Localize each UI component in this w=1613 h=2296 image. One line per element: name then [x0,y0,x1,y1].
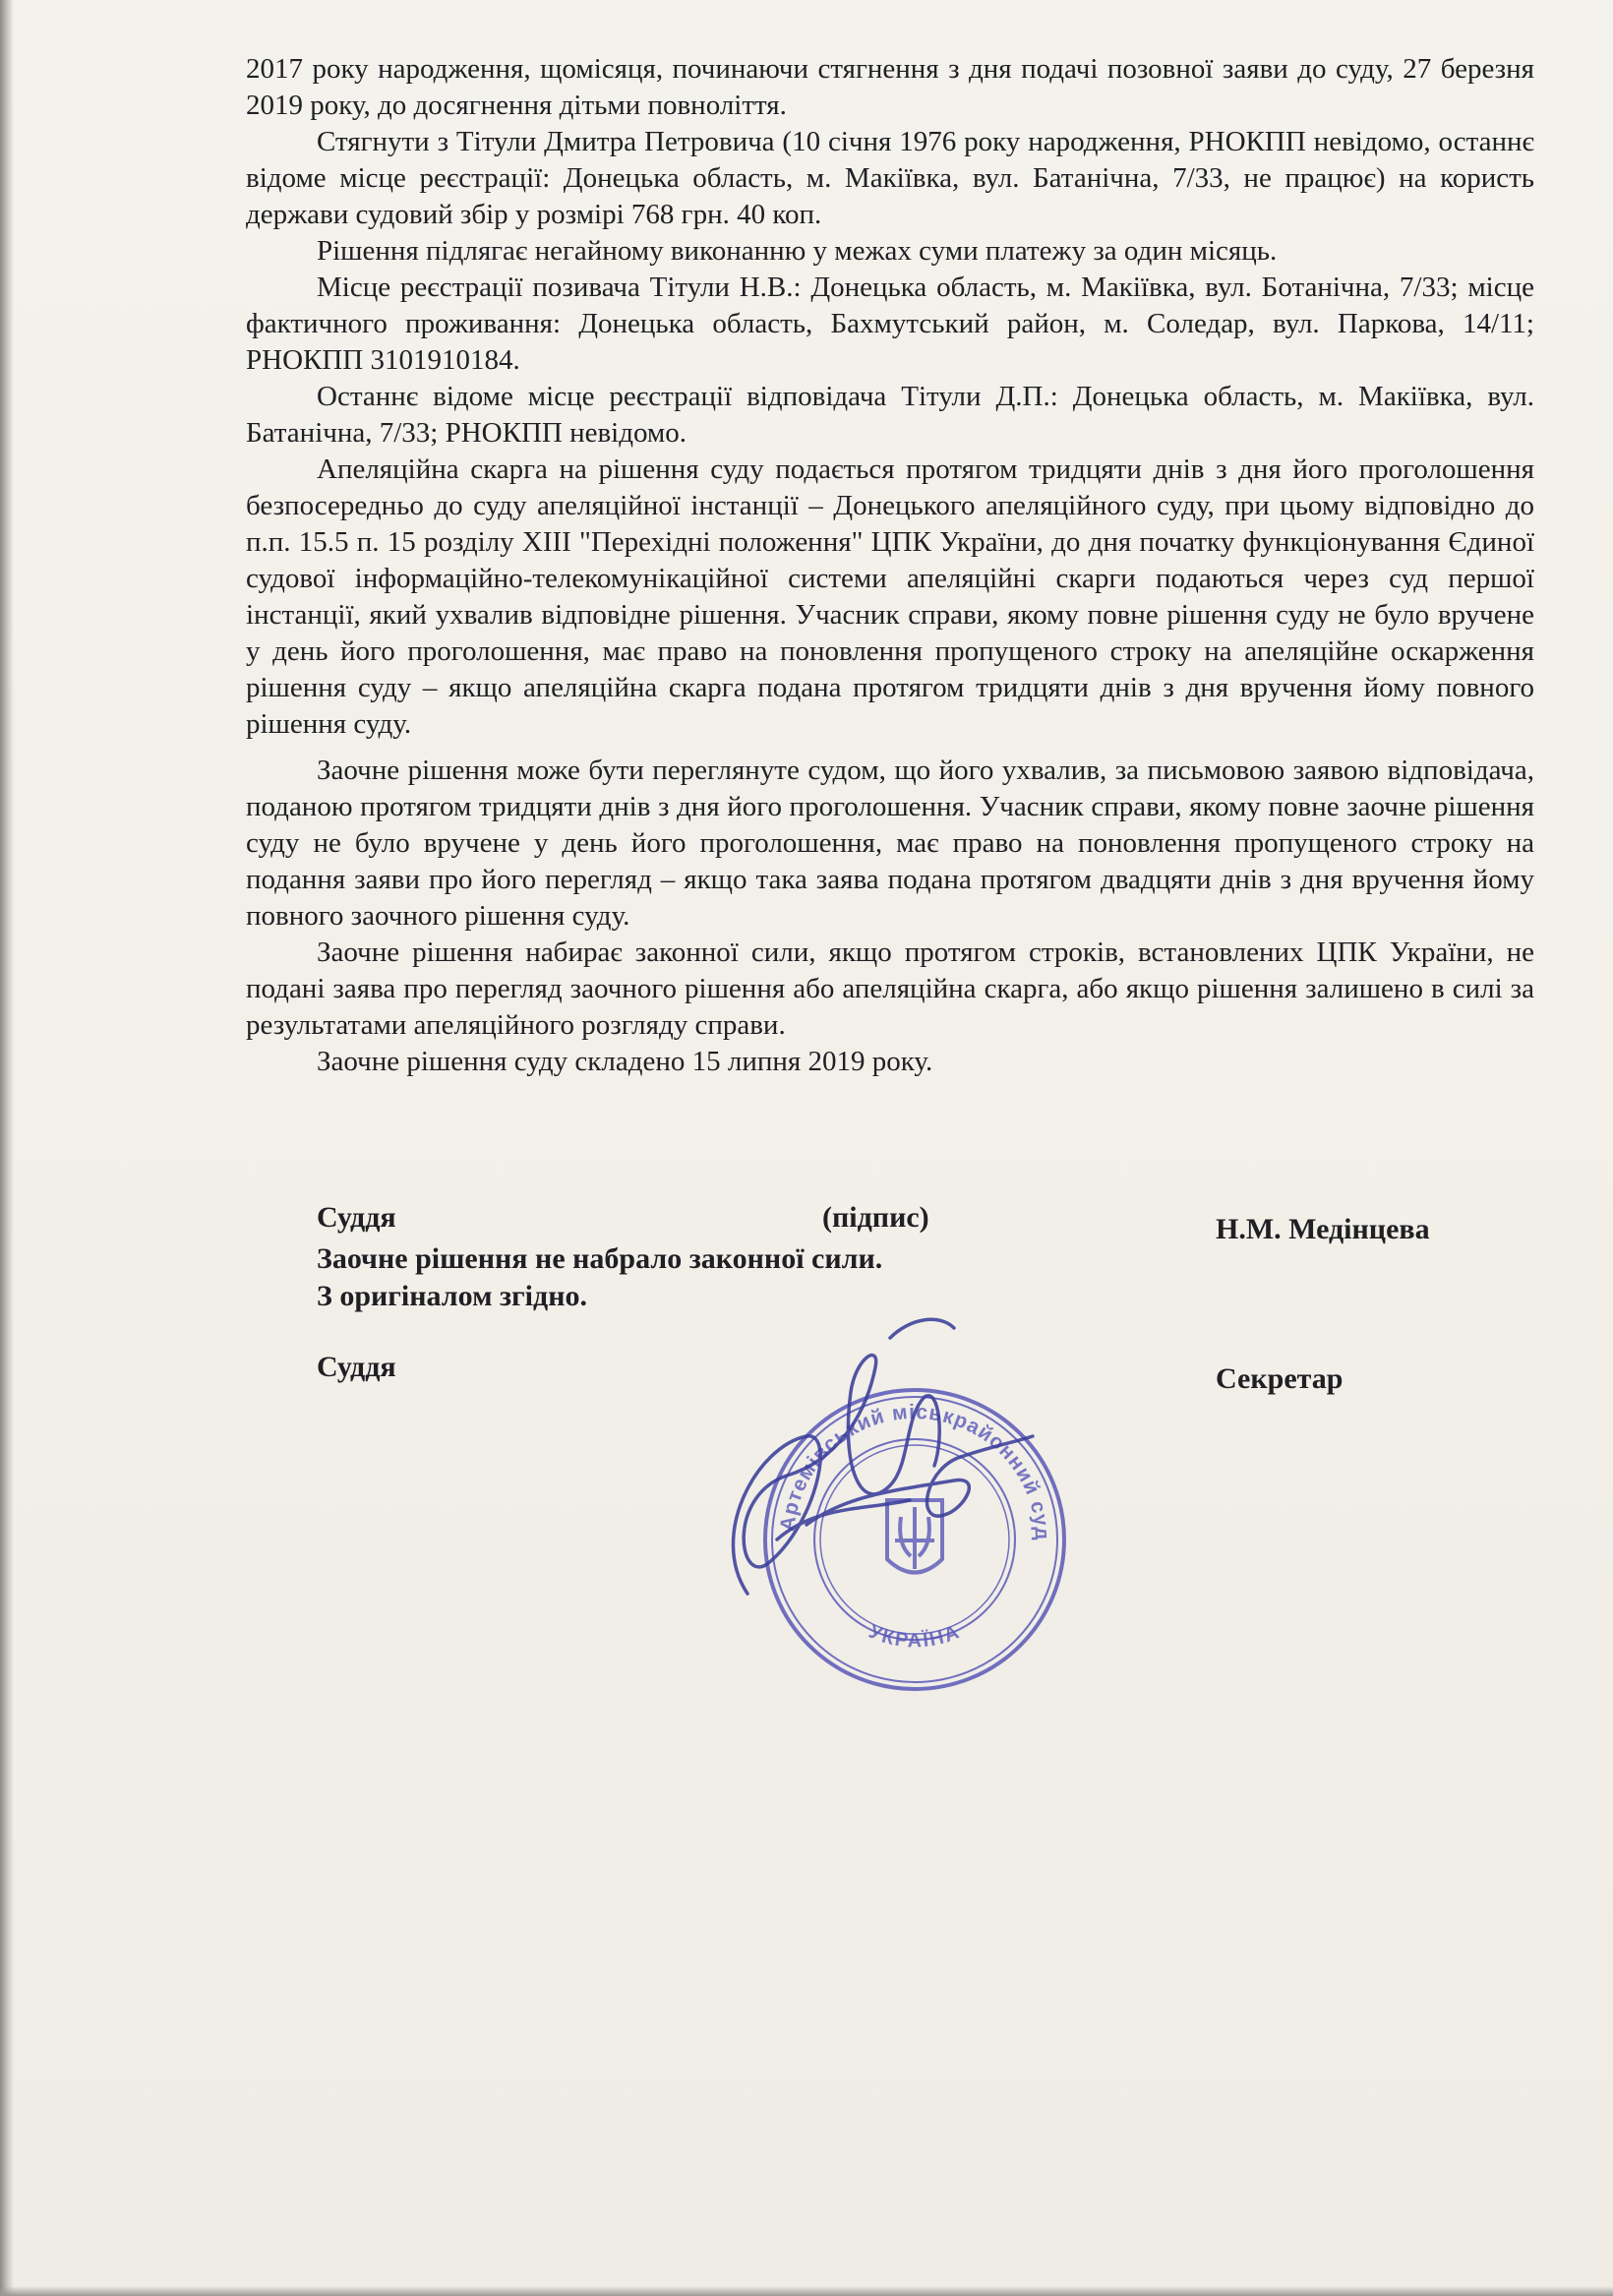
stamp-country: УКРАЇНА [866,1620,964,1653]
not-in-force-note: Заочне рішення не набрало законної сили. [317,1242,883,1275]
paragraph-appeal: Апеляційна скарга на рішення суду подається протягом тридцяти днів з дня його проголошення безпосередньо до суду апеляційної інстанції – Донецького апеляційного суду, при цьому відповідно до п.п. 15.5 п. 15 розділу XIII "Перехідні положення" ЦПК України, до дня початку функціонування Єдиної судової інформаційно-телекомунікаційної системи апеляційні скарги подаються через суд першої інстанції, який ухвалив відповідне рішення. Учасник справи, якому повне рішення суду не було вручене у день його проголошення, має право на поновлення пропущеного строку на апеляційне оскарження рішення суду – якщо апеляційна скарга подана протягом тридцяти днів з дня вручення йому повного рішення суду. [246,453,1534,740]
paragraph-continuation: 2017 року народження, щомісяця, починаючи стягнення з дня подачі позовної заяви до суду, 27 березня 2019 року, до досягнення дітьми повноліття. [246,53,1534,121]
court-seal-stamp [660,1281,1141,1712]
paragraph-review: Заочне рішення може бути переглянуте судом, що його ухвалив, за письмовою заявою відповідача, поданою протягом тридцяти днів з дня його проголошення. Учасник справи, якому повне заочне рішення суду не було вручене у день його проголошення, має право на поновлення пропущеного строку на подання заяви про його перегляд – якщо така заява подана протягом двадцяти днів з дня вручення йому повного заочного рішення суду. [246,755,1534,932]
handwritten-signature [733,1319,1033,1594]
judge-label: Суддя [317,1201,396,1234]
scan-bottom-edge [0,2286,1613,2296]
paragraph-legal-force: Заочне рішення набирає законної сили, якщо протягом строків, встановлених ЦПК України, не подані заява про перегляд заочного рішення або апеляційна скарга, або якщо рішення залишено в силі за результатами апеляційного розгляду справи. [246,937,1534,1041]
paragraph-plaintiff-address: Місце реєстрації позивача Тітули Н.В.: Донецька область, м. Макіївка, вул. Ботанічна, 7/33; місце фактичного проживання: Донецька область, Бахмутський район, м. Соледар, вул. Паркова, 14/11; РНОКПП 3101910184. [246,272,1534,376]
stamp-outer-text: Артемівський міськрайонний суд Донецької області [660,1281,1054,1541]
paragraph-immediate-execution: Рішення підлягає негайному виконанню у межах суми платежу за один місяць. [317,235,1278,267]
secretary-label: Секретар [1216,1362,1344,1395]
judge-label-2: Суддя [317,1351,396,1383]
paragraph-defendant-address: Останнє відоме місце реєстрації відповідача Тітули Д.П.: Донецька область, м. Макіївка, вул. Батанічна, 7/33; РНОКПП невідомо. [246,381,1534,449]
document-body [246,51,1534,1080]
svg-text:УКРАЇНА [866,1621,964,1653]
judge-name: Н.М. Медінцева [1216,1213,1430,1245]
trident-emblem-icon [887,1500,942,1573]
copy-certified-note: З оригіналом згідно. [317,1280,587,1312]
paragraph-date-composed: Заочне рішення суду складено 15 липня 2019 року. [317,1046,933,1077]
paragraph-court-fee: Стягнути з Тітули Дмитра Петровича (10 січня 1976 року народження, РНОКПП невідомо, останнє відоме місце реєстрації: Донецька область, м. Макіївка, вул. Батанічна, 7/33, не працює) на користь держави судовий збір у розмірі 768 грн. 40 коп. [246,126,1534,230]
signed-note: (підпис) [822,1201,929,1234]
scan-left-edge [0,0,14,2296]
